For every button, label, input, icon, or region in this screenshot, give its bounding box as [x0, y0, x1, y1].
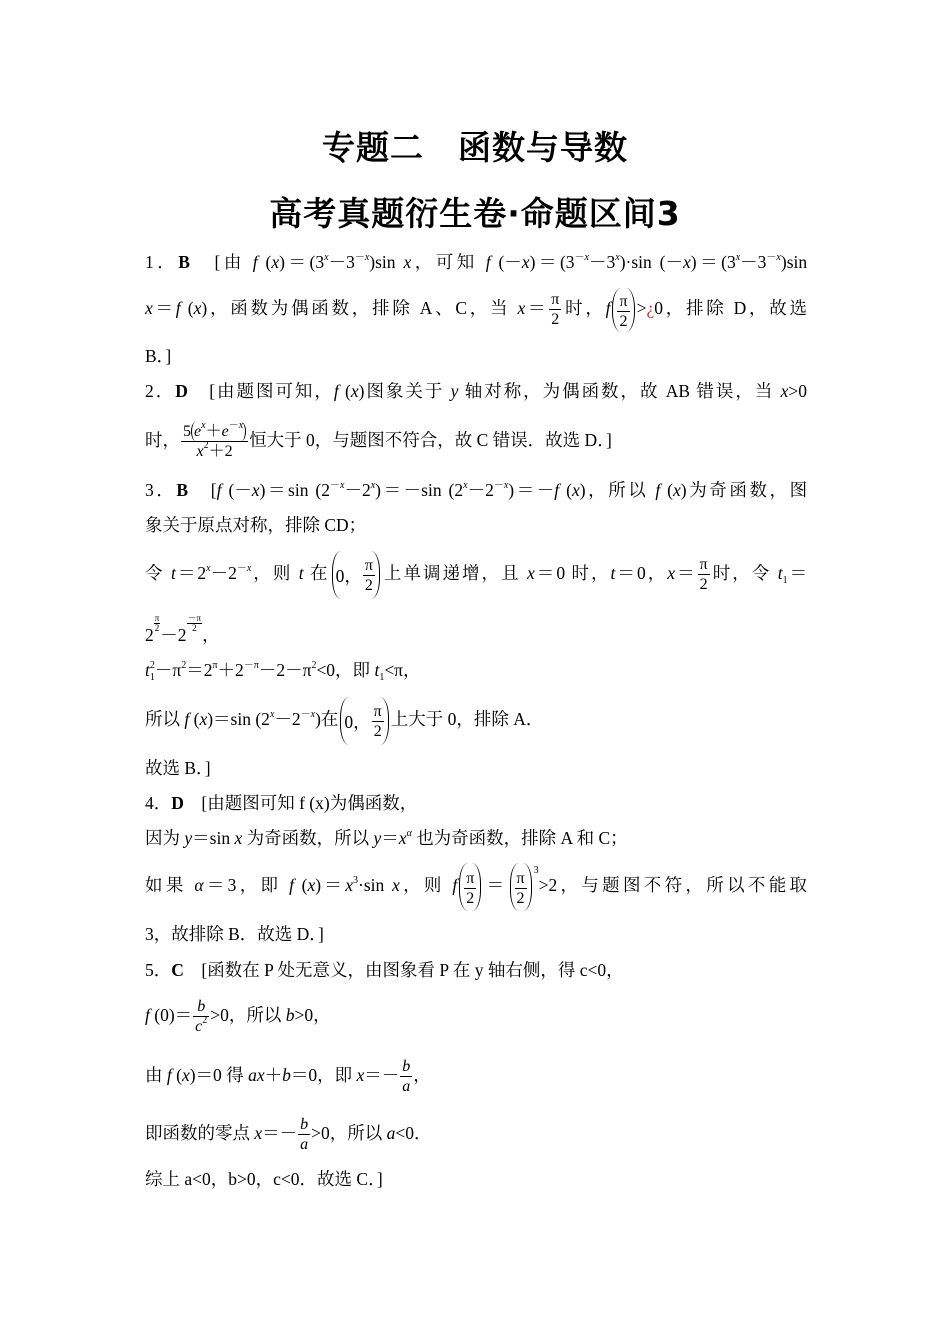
q5-line-1: 5．C [函数在 P 处无意义，由图象看 P 在 y 轴右侧，得 c<0， [145, 960, 624, 980]
page-subtitle: 高考真题衍生卷·命题区间3 [269, 194, 681, 233]
q4-line-2: 因为 y＝sin x 为奇函数，所以 $y=x^\alpha$ 也为奇函数，排除 A 和 C； [145, 828, 628, 848]
q3-line-3: 令 $t=2^x-2^{-x}$，则 t 在 0， $\frac{\pi}{2}$ 上单调递增，且 x＝0 时，t＝0，x＝ $\frac{\pi}{2}$ 时，令 $t_1=$ [145, 550, 807, 599]
q4-answer: D [171, 793, 184, 813]
q3-line-2: 象关于原点对称，排除 CD； [145, 515, 367, 535]
pi-over-2-fraction: $\frac{\pi}{2}$ [551, 291, 560, 329]
q4-line-1: 4．D [由题图可知 f (x)为偶函数， [145, 793, 418, 813]
q4-number: 4． [145, 793, 172, 813]
q5-line-5: 综上 a<0，b>0，c<0．故选 C．] [145, 1169, 383, 1189]
q2-answer: D [175, 381, 188, 401]
page-title: 专题二 函数与导数 [322, 128, 628, 167]
stray-mark: ¿ [646, 298, 655, 318]
q1-answer: B [178, 252, 190, 272]
q5-answer: C [171, 960, 184, 980]
q4-line-3: 如果 α＝3，即 f $(x)=x^3\cdot\sin$ x，则 f $\frac{\pi}{2}$ ＝ $\frac{\pi}{2}$ $^3$>2，与题图不符，所以不能取 [145, 861, 807, 911]
q2-fraction: $\frac{5 e^x+e^{-x}}{x^2+2}$ [181, 422, 248, 461]
q1-line-2: x＝f (x)，函数为偶函数，排除 A、C，当 x＝ $\frac{\pi}{2}$ 时，f $\frac{\pi}{2}$ >¿0，排除 D，故选 [145, 286, 807, 332]
q2-number: 2． [145, 381, 176, 401]
paren-group: $\frac{\pi}{2}$ [612, 288, 634, 332]
q5-line-4: 即函数的零点 x＝－ $\frac{b}{a}$ >0，所以 a<0． [145, 1116, 432, 1154]
q5-number: 5． [145, 960, 172, 980]
q3-line-6: 所以 f (x)＝sin $(2^x-2^{-x})$在 0， $\frac{\pi}{2}$ 上大于 0，排除 A． [145, 696, 807, 745]
q3-line-7: 故选 B．] [145, 758, 211, 778]
q4-line-4: 3，故排除 B．故选 D．] [145, 924, 324, 944]
q3-answer: B [176, 480, 189, 500]
q2-line-1: 2．D [由题图可知，f (x)图象关于 y 轴对称，为偶函数，故 AB 错误，当 x>0 [145, 381, 808, 401]
q1-line-3: B．] [145, 346, 172, 366]
q3-number: 3． [145, 480, 177, 500]
q2-line-2: 时， $\frac{5 e^x+e^{-x}}{x^2+2}$ 恒大于 0，与题图不符合，故 C 错误．故选 D．] [145, 420, 612, 461]
q5-line-2: f (0)＝ $\frac{b}{c^2}$ >0，所以 b>0， [145, 998, 331, 1036]
q3-line-1: 3．B [f (－x)＝sin $(2^{-x}-2^x)=-\sin$ $(2^x-2^{-x})=-f$ (x)，所以 f (x)为奇函数，图 [145, 480, 808, 500]
q3-line-5: $t^2_1-\pi^2=2^\pi+2^{-\pi}-2-\pi^2<0$，即 $t_1<\pi$， [145, 660, 421, 683]
q5-line-3: 由 f (x)＝0 得 ax＋b＝0，即 x＝－ $\frac{b}{a}$ ， [145, 1058, 431, 1096]
q3-line-4: 2 $\frac{\pi}{2}$ －2 $\frac{-\pi}{2}$ ， [145, 613, 220, 645]
q1-number: 1． [145, 252, 179, 272]
q1-line-1: 1．B [由 f $(x)=(3^x-3^{-x})\sin$ x，可知 f $(-x)=(3^{-x}-3^x)\cdot\sin$ $(-x)=(3^x-3^{-x})\sin$ [145, 252, 808, 272]
